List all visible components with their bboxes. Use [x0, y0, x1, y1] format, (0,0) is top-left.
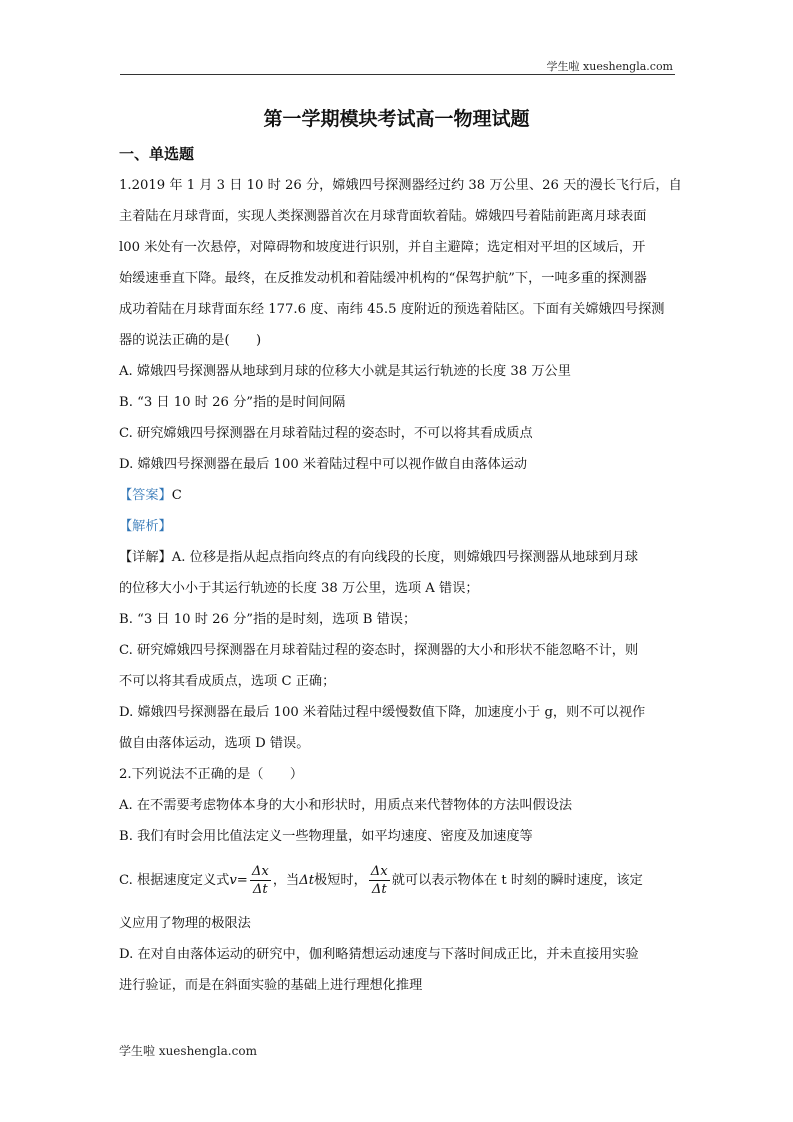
- velocity-fraction: [250, 863, 271, 898]
- fraction-denominator-2: Δt: [371, 881, 387, 897]
- q1-answer: [119, 480, 677, 511]
- q1-stem-line-3: l00 米处有一次悬停，对障碍物和坡度进行识别，并自主避障；选定相对平坦的区域后，开: [119, 240, 646, 255]
- delta-t-symbol: Δt: [299, 872, 315, 888]
- q2-option-b: B. 我们有时会用比值法定义一些物理量，如平均速度、密度及加速度等: [119, 829, 533, 844]
- q1-option-c: C. 研究嫦娥四号探测器在月球着陆过程的姿态时，不可以将其看成质点: [119, 426, 533, 441]
- q2-option-c-prefix: C. 根据速度定义式: [119, 872, 230, 888]
- fraction-numerator: Δx: [251, 863, 269, 879]
- q1-stem-line-6: 器的说法正确的是( ): [119, 333, 262, 348]
- q1-stem-line-5: 成功着陆在月球背面东经 177.6 度、南纬 45.5 度附近的预选着陆区。下面有关嫦娥四号探测: [119, 302, 665, 317]
- analysis-label: 【解析】: [119, 519, 172, 534]
- q1-detail-line-2: 的位移大小小于其运行轨迹的长度 38 万公里，选项 A 错误；: [119, 581, 479, 596]
- q2-option-c-continued: 义应用了物理的极限法: [119, 916, 251, 931]
- q1-option-a: A. 嫦娥四号探测器从地球到月球的位移大小就是其运行轨迹的长度 38 万公里: [119, 364, 571, 379]
- q2-option-c-suffix: 就可以表示物体在 t 时刻的瞬时速度，该定: [391, 872, 643, 888]
- q2-stem: 2.下列说法不正确的是（ ）: [119, 767, 304, 782]
- header-site-name: 学生啦 xueshengla.com: [546, 60, 673, 73]
- q1-stem-line-2: 主着陆在月球背面，实现人类探测器首次在月球背面软着陆。嫦娥四号着陆前距离月球表面: [119, 209, 647, 224]
- q1-analysis: [119, 511, 677, 542]
- q1-detail-line-4: C. 研究嫦娥四号探测器在月球着陆过程的姿态时，探测器的大小和形状不能忽略不计，则: [119, 643, 639, 658]
- q2-option-a: A. 在不需要考虑物体本身的大小和形状时，用质点来代替物体的方法叫假设法: [119, 798, 573, 813]
- q1-detail-line-7: 做自由落体运动，选项 D 错误。: [119, 736, 310, 751]
- q2-option-d-line-2: 进行验证，而是在斜面实验的基础上进行理想化推理: [119, 978, 423, 993]
- fraction-numerator-2: Δx: [370, 863, 388, 879]
- q1-detail-line-1: 【详解】A. 位移是指从起点指向终点的有向线段的长度，则嫦娥四号探测器从地球到月球: [119, 550, 639, 565]
- section-heading: 一、单选题: [119, 145, 195, 163]
- q2-option-d-line-1: D. 在对自由落体运动的研究中，伽利略猜想运动速度与下落时间成正比，并未直接用实验: [119, 947, 639, 962]
- q2-option-c-mid2: 极短时，: [314, 872, 367, 888]
- equals-sign: =: [236, 872, 248, 888]
- q1-detail-line-5: 不可以将其看成质点，选项 C 正确；: [119, 674, 336, 689]
- q1-option-d: D. 嫦娥四号探测器在最后 100 米着陆过程中可以视作做自由落体运动: [119, 457, 528, 472]
- q2-option-c: [119, 852, 677, 908]
- q1-stem-line-4: 始缓速垂直下降。最终，在反推发动机和着陆缓冲机构的“保驾护航”下，一吨多重的探测器: [119, 271, 647, 286]
- q1-detail-line-6: D. 嫦娥四号探测器在最后 100 米着陆过程中缓慢数值下降，加速度小于 g，则不可以视作: [119, 705, 646, 720]
- footer-site-name: 学生啦 xueshengla.com: [119, 1044, 257, 1058]
- q1-detail-line-3: B. “3 日 10 时 26 分”指的是时刻，选项 B 错误；: [119, 612, 417, 627]
- velocity-symbol: v: [229, 872, 237, 888]
- q1-stem-line-1: 1.2019 年 1 月 3 日 10 时 26 分，嫦娥四号探测器经过约 38 万公里、26 天的漫长飞行后，自: [119, 178, 682, 193]
- header-divider: [120, 74, 675, 75]
- velocity-fraction-2: [369, 863, 390, 898]
- q1-option-b: B. “3 日 10 时 26 分”指的是时间间隔: [119, 395, 346, 410]
- answer-value: C: [171, 488, 182, 503]
- fraction-denominator: Δt: [252, 881, 268, 897]
- page-title: 第一学期模块考试高一物理试题: [263, 108, 530, 130]
- q2-option-c-mid1: ，当: [272, 872, 300, 888]
- answer-label: 【答案】: [119, 488, 172, 503]
- document-body: [119, 170, 682, 1001]
